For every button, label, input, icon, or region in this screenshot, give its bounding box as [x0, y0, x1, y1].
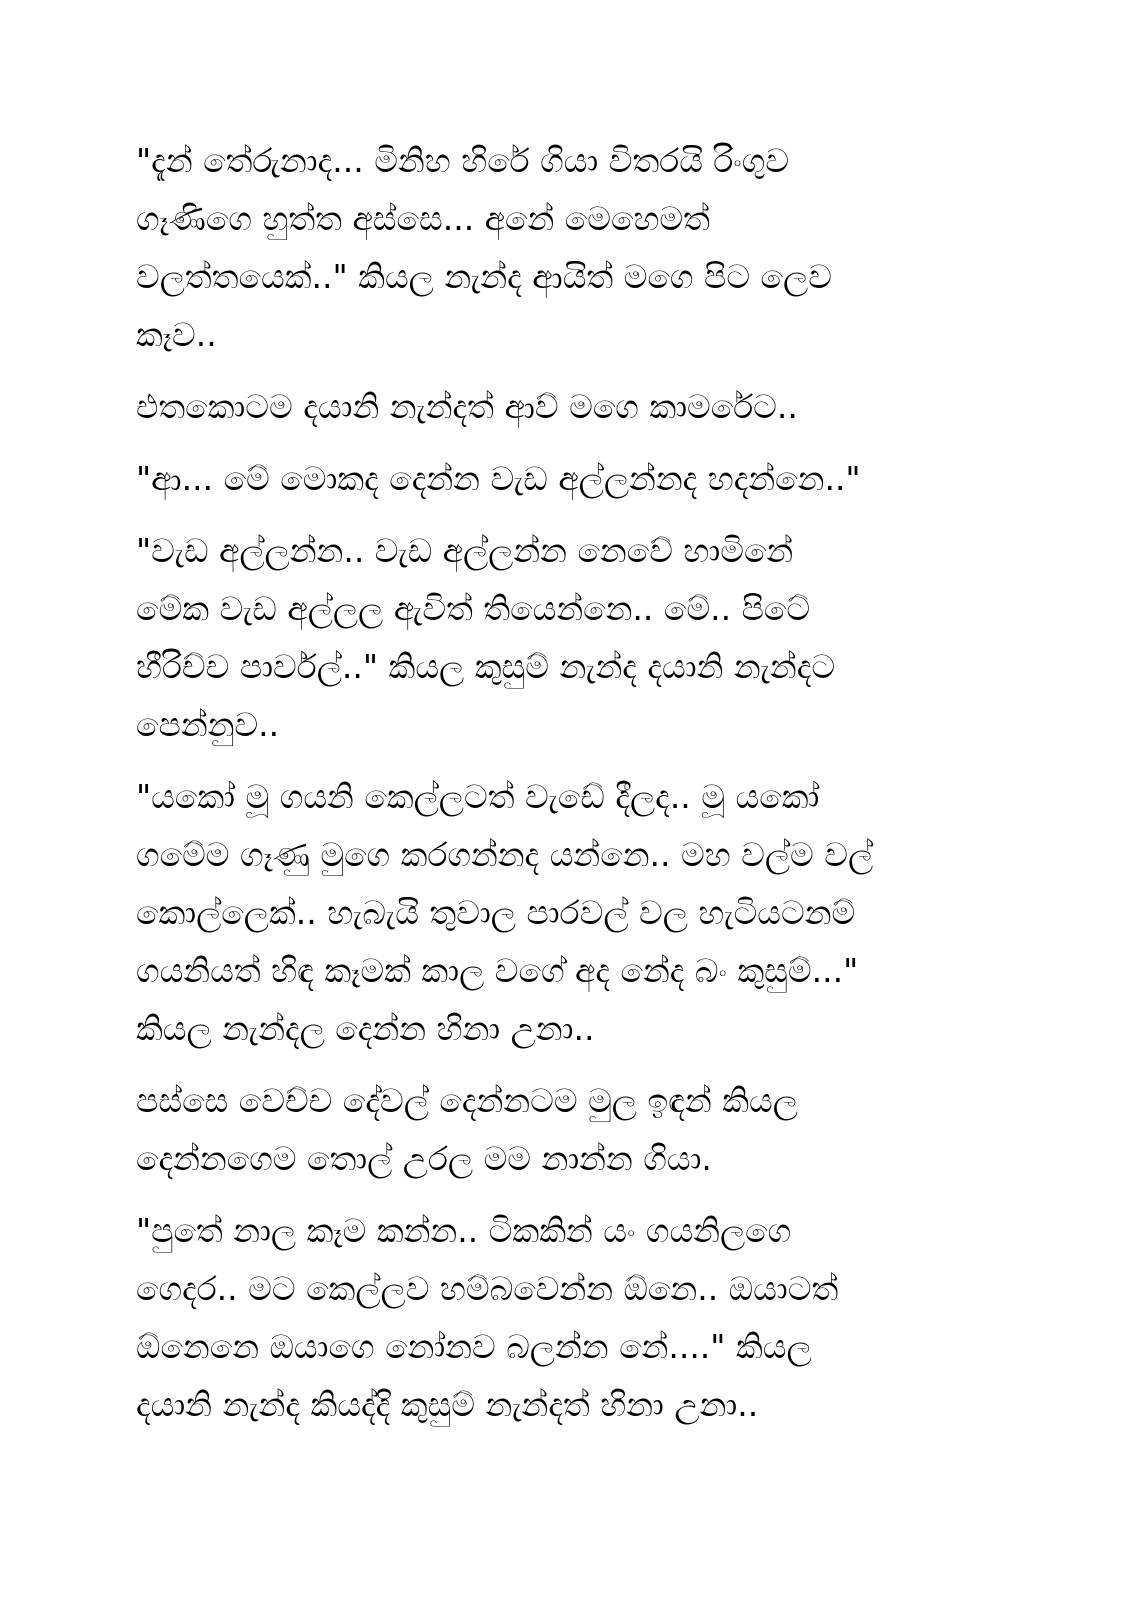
text-line: දෙන්නගෙම තොල් උරල මම නාන්න ගියා.: [136, 1139, 712, 1178]
paragraph: [136, 378, 996, 436]
text-line: කෑව..: [136, 315, 217, 354]
text-line: ඕනෙනෙ ඔයාගෙ නෝනව බලන්න නේ...." කියල: [136, 1327, 812, 1366]
text-line: දයානි නැන්ද කියද්දි කුසුම් නැන්දත් හිනා උනා..: [136, 1385, 759, 1424]
text-line: ගයනියත් හිඳ කෑමක් කාල වගේ අද නේද බං කුසුම්...": [136, 951, 859, 990]
text-line: ගමේම ගෑණු මුගෙ කරගන්නද යන්නෙ.. මහ වල්ම වල්: [136, 835, 874, 874]
paragraph: [136, 522, 996, 754]
text-line: ගෙදර.. මට කෙල්ලව හම්බවෙන්න ඕනෙ.. ඔයාටත්: [136, 1269, 839, 1308]
text-line: ගෑණිගෙ හුත්ත අස්සෙ... අනේ මෙහෙමත්: [136, 199, 710, 238]
text-line: මේක වැඩ අල්ලල ඇවිත් තියෙන්නෙ.. මේ.. පිටේ: [136, 589, 811, 628]
paragraph: [136, 1072, 996, 1188]
text-line: හීරිච්ච පාර්වල්.." කියල කුසුම් නැන්ද දයානි නැන්දට: [136, 647, 836, 686]
text-line: "පුතේ නාල කෑම කන්න.. ටිකකින් යං ගයනිලගෙ: [136, 1211, 792, 1250]
text-line: කොල්ලෙක්.. හැබැයි තුවාල පාරවල් වල හැටියටනම්: [136, 893, 856, 932]
paragraph: [136, 1202, 996, 1434]
paragraph: [136, 768, 996, 1058]
paragraph: [136, 132, 996, 364]
text-line: "ආ... මේ මොකද දෙන්න වැඩ අල්ලන්නද හදන්නෙ..": [136, 459, 861, 498]
text-line: පෙන්නුව..: [136, 705, 280, 744]
text-line: එතකොටම දයානි නැන්දත් ආව් මගෙ කාමරේට..: [136, 387, 798, 426]
text-line: "වැඩ අල්ලන්න.. වැඩ අල්ලන්න නෙවේ හාමිනේ: [136, 531, 794, 570]
text-line: පස්සෙ වෙච්ච දේවල් දෙන්නටම මුල ඉඳන් කියල: [136, 1081, 798, 1120]
document-body: [136, 132, 996, 1448]
text-line: "දැන් තේරුනාද... මිනිහ හිරේ ගියා විතරයි රිංගුව: [136, 141, 790, 180]
paragraph: [136, 450, 996, 508]
text-line: වලත්තයෙක්.." කියල නැන්ද ආයිත් මගෙ පිට ලෙව: [136, 257, 832, 296]
text-line: කියල නැන්දල දෙන්න හිනා උනා..: [136, 1009, 595, 1048]
text-line: "යකෝ මූ ගයනි කෙල්ලටත් වැඩේ දීලද.. මූ යකෝ: [136, 777, 820, 816]
